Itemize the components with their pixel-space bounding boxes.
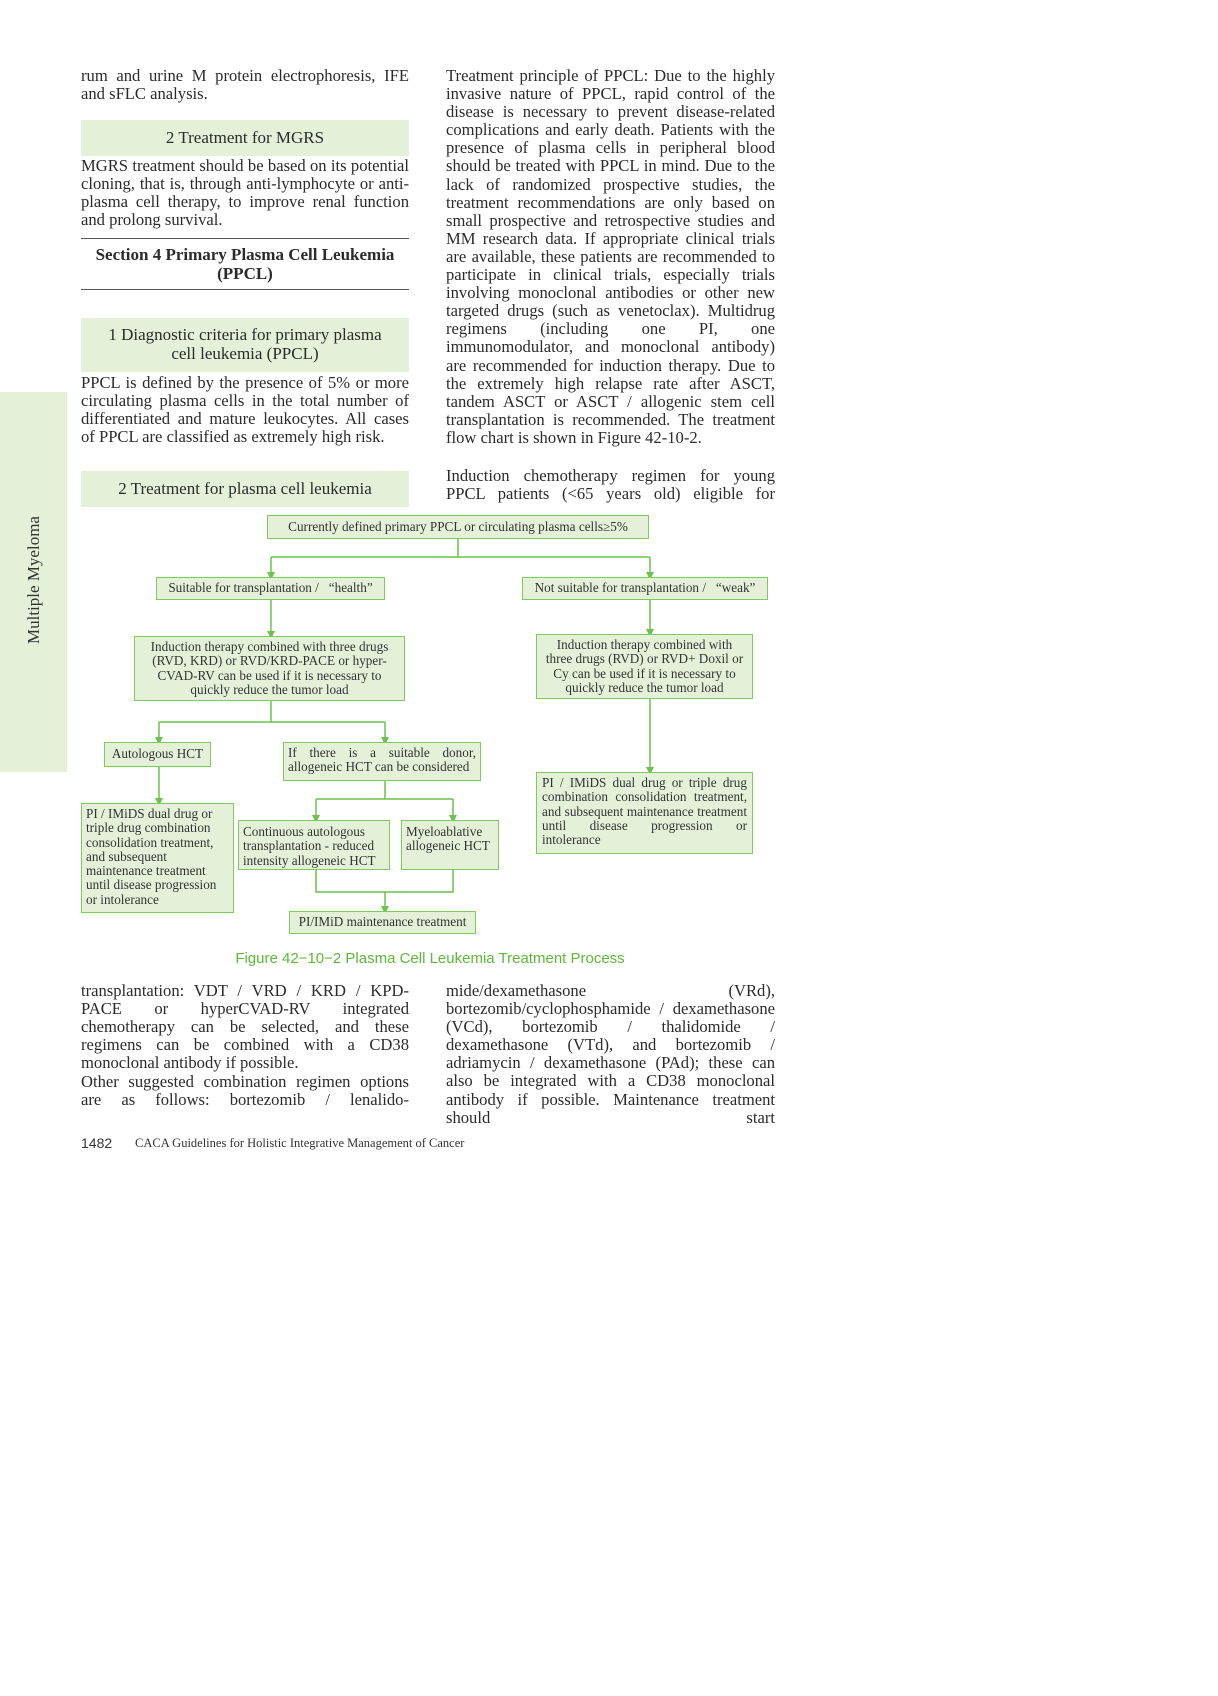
heading-diagnostic-line1: 1 Diagnostic criteria for primary plasma <box>108 325 382 344</box>
flow-box-continuous <box>238 820 390 870</box>
bottom-right-paragraph: mide/dexamethasone (VRd), bortezomib/cyclophosphamide / dexamethasone (VCd), bortezomib / thalidomide / dexamethasone (VTd), and bortezomib / adriamycin / dexamethasone (PAd); these can also be integrated with a CD38 monoclonal antibody if possible. Maintenance treatment should start <box>446 981 775 1127</box>
flow-box-autologous <box>104 742 211 767</box>
bottom-left-paragraph-1: transplantation: VDT / VRD / KRD / KPD-PACE or hyperCVAD-RV integrated chemotherapy can be selected, and these regimens can be combined with a CD38 monoclonal antibody if possible. <box>81 981 409 1073</box>
flow-box-continuous-text: Continuous autologous transplantation - reduced intensity allogeneic HCT <box>243 824 376 868</box>
flow-box-right-pi-text: PI / IMiDS dual drug or triple drug combination consolidation treatment, and subsequent maintenance treatment until disease progression or intolerance <box>542 775 747 848</box>
bottom-left-paragraph-2: Other suggested combination regimen options are as follows: bortezomib / lenalido- <box>81 1072 409 1110</box>
connector-allo-split <box>316 780 453 799</box>
flow-box-weak-text: Not suitable for transplantation / “weak” <box>534 580 756 596</box>
flow-box-allo-donor-text: If there is a suitable donor, allogeneic HCT can be considered <box>288 745 476 775</box>
flow-box-health <box>156 577 385 600</box>
diagnostic-paragraph: PPCL is defined by the presence of 5% or more circulating plasma cells in the total number of differentiated and mature leukocytes. All cases of PPCL are classified as extremely high risk. <box>81 373 409 447</box>
connector-top-split <box>271 538 650 557</box>
flow-box-right-induction <box>536 634 753 699</box>
heading-treatment-mgrs-text: 2 Treatment for MGRS <box>165 128 325 147</box>
flow-box-health-text: Suitable for transplantation / “health” <box>168 580 373 596</box>
connector-merge-maintenance <box>316 869 453 892</box>
heading-treatment-plc-text: 2 Treatment for plasma cell leukemia <box>118 479 372 498</box>
section-title-line2: (PPCL) <box>217 263 273 283</box>
figure-caption: Figure 42−10−2 Plasma Cell Leukemia Treatment Process <box>235 950 625 967</box>
flow-box-right-induction-text: Induction therapy combined with three drugs (RVD) or RVD+ Doxil or Cy can be used if it is necessary to quickly reduce the tumor load <box>545 636 744 695</box>
treatment-principle-paragraph: Treatment principle of PPCL: Due to the highly invasive nature of PPCL, rapid control of the disease is necessary to prevent disease-related complications and early death. Patients with the presence of plasma cells in peripheral blood should be treated with PPCL in mind. Due to the lack of randomized prospective studies, the treatment recommendations are only based on small prospective and retrospective studies and MM research data. If appropriate clinical trials are available, these patients are recommended to participate in clinical trials, especially trials involving monoclonal antibodies or other new targeted drugs (such as venetoclax). Multidrug regimens (including one PI, one immunomodulator, and monoclonal antibody) are recommended for induction therapy. Due to the extremely high relapse rate after ASCT, tandem ASCT or ASCT / allogenic stem cell transplantation is recommended. The treatment flow chart is shown in Figure 42-10-2. <box>446 66 775 447</box>
flow-box-left-induction-text: Induction therapy combined with three drugs (RVD, KRD) or RVD/KRD-PACE or hyper-CVAD-RV can be used if it is necessary to quickly reduce the tumor load <box>150 638 389 697</box>
flow-box-left-pi-text: PI / IMiDS dual drug or triple drug combination consolidation treatment, and subsequent maintenance treatment until disease progression or intolerance <box>86 806 217 907</box>
induction-intro-paragraph: Induction chemotherapy regimen for young PPCL patients (<65 years old) eligible for <box>446 466 775 504</box>
flow-box-top-text: Currently defined primary PPCL or circulating plasma cells≥5% <box>288 518 628 534</box>
heading-diagnostic-line2: cell leukemia (PPCL) <box>171 343 319 363</box>
running-footer-title: CACA Guidelines for Holistic Integrative Management of Cancer <box>135 1136 465 1150</box>
flow-box-left-induction <box>134 636 405 701</box>
mgrs-paragraph: MGRS treatment should be based on its potential cloning, that is, through anti-lymphocyte or anti-plasma cell therapy, to improve renal function and prolong survival. <box>81 156 409 230</box>
flow-box-weak <box>522 577 768 600</box>
flow-box-autologous-text: Autologous HCT <box>111 746 204 762</box>
intro-paragraph: rum and urine M protein electrophoresis, IFE and sFLC analysis. <box>81 66 409 104</box>
flow-box-maintenance <box>289 911 476 934</box>
flow-box-left-pi <box>81 803 234 913</box>
flow-box-myeloablative-text: Myeloablative allogeneic HCT <box>406 824 490 854</box>
flow-box-allo-donor <box>283 742 481 781</box>
flow-box-myeloablative <box>401 820 499 870</box>
flow-box-top <box>267 515 649 539</box>
flow-box-maintenance-text: PI/IMiD maintenance treatment <box>298 914 467 930</box>
connector-induction-split <box>159 700 385 722</box>
side-chapter-label: Multiple Myeloma <box>24 516 43 644</box>
flow-box-right-pi <box>536 772 753 854</box>
page-number: 1482 <box>81 1135 113 1151</box>
section-title-line1: Section 4 Primary Plasma Cell Leukemia <box>95 245 395 264</box>
